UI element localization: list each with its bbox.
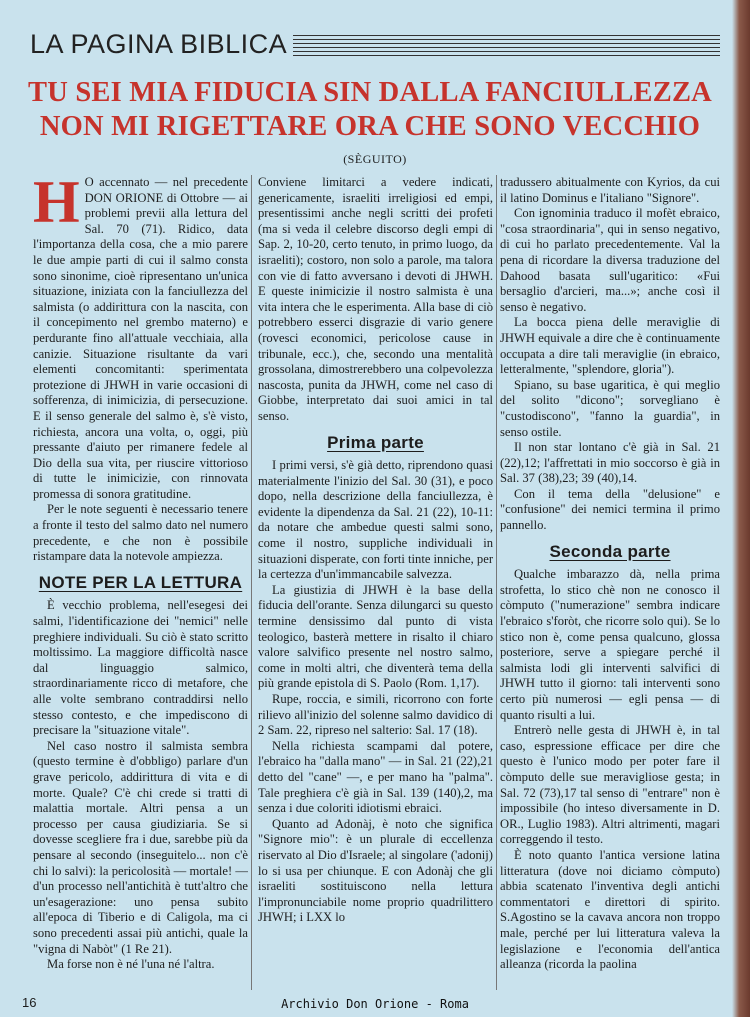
section-header [30, 24, 720, 64]
paragraph: La giustizia di JHWH è la base della fiducia dell'orante. Senza dilungarci su questo termine densissimo dal punto di vista teologico, basterà mettere in risalto il chiaro valore salvifico presente nel nostro salmo, come in molti altri, che diventerà tema della più grande epistola di S. Paolo (Rom. 1,17). [258, 582, 493, 691]
title-line-1: TU SEI MIA FIDUCIA SIN DALLA FANCIULLEZZA [28, 77, 712, 108]
paragraph: Nella richiesta scampami dal potere, l'ebraico ha "dalla mano" — in Sal. 21 (22),21 detto del "cane" —, e per mano ha "palma". Tale preghiera c'è già in Sal. 139 (140),2, ma senza i due coloriti idiotismi ebraici. [258, 738, 493, 816]
paragraph: Qualche imbarazzo dà, nella prima strofetta, lo stico chè non ne conosco il còmputo ("numerazione" sembra indicare l'ebraico s'foròt, che ricorre solo qui). Se lo stico non è, come pensa qualcuno, glossa posteriore, serve a spiegare perché il salmista lodi gli interventi salvifici di JHWH tutto il giorno: tali interventi sono certo più numerosi — egli pensa — di quanto risulti a lui. [500, 567, 720, 722]
page-edge-strip [732, 0, 750, 1017]
paragraph: Nel caso nostro il salmista sembra (questo termine è d'obbligo) parlare d'un grave pericolo, addirittura di vita e di morte. Quale? C'è chi crede si tratti di malattia mortale. Altri pensa a un processo per causa giudiziaria. Se si dovesse scegliere fra i due, sarebbe più da pensare al secondo (inseguitelo... non c'è chi lo salvi): la pericolosità — mortale! — d'un processo nell'antichità è tutt'altro che un'esagerazione: uno pensa subito all'epoca di Tiberio e di Caligola, ma ci sono precedenti assai più antichi, quale la "vigna di Nabòt" (1 Re 21). [33, 738, 248, 956]
archive-caption: Archivio Don Orione - Roma [281, 997, 469, 1011]
paragraph: H O accennato — nel precedente DON ORIONE di Ottobre — ai problemi previi alla lettura del Sal. 70 (71). Ridico, data l'importanza della cosa, che a mio parere le due ampie parti di cui il salmo consta sono sinonime, cioè ripresentano un'unica situazione, iniziata con la fanciullezza del salmista (o addirittura con la nascita, con il concepimento nel grembo materno) e perdurante fino all'attuale vecchiaia, alla canizie. Situazione risultante da vari elementi concomitanti: sperimentata protezione di JHWH in varie occasioni di sofferenza, di inimicizia, di persecuzione. E il senso generale del salmo è, s'è visto, richiesta, ancora una volta, o, oggi, più pressante d'aiuto per rimanere fedele al Dio della sua vita, per riuscire vittorioso di tutte le inimicizie, con rinnovata promessa di sonora gratitudine. [33, 175, 248, 501]
title-line-2: NON MI RIGETTARE ORA CHE SONO VECCHIO [39, 111, 701, 142]
drop-cap: H [33, 175, 80, 235]
paragraph: Il non star lontano c'è già in Sal. 21 (22),12; l'affrettati in mio soccorso è già in Sal. 37 (38),23; 39 (40),14. [500, 440, 720, 486]
paragraph: Quanto ad Adonàj, è noto che significa "Signore mio": è un plurale di eccellenza riservato al Dio d'Israele; al singolare ('adonij) lo si usa per chiunque. E con Adonàj che gli israeliti sostituiscono nella lettura l'impronunciabile nome proprio quadrilittero JHWH; i LXX lo [258, 816, 493, 925]
paragraph: Conviene limitarci a vedere indicati, genericamente, israeliti irreligiosi ed empi, presentissimi anche negli scritti dei profeti (ma si veda il celebre discorso degli empi di Sap. 2, 10-20, certo tenuto, in primo luogo, da israeliti); costoro, non solo a parole, ma talora con vie di fatto avversano i devoti di JHWH. E queste inimicizie il nostro salmista è una vita intera che le esperimenta. Alla base di ciò potrebbero esserci disgrazie di vario genere (rovesci economici, pericolose cause in tribunale, ecc.), che, secondo una mentalità grossolana, dimostrerebbero una colpevolezza nascosta, punita da JHWH, come nel caso di Giobbe, interpretato dai suoi amici in tal senso. [258, 175, 493, 423]
column-1 [33, 175, 248, 995]
continued-label: (SÈGUITO) [343, 152, 407, 166]
paragraph: tradussero abitualmente con Kyrios, da cui il latino Dominus e l'italiano "Signore". [500, 175, 720, 205]
paragraph: Entrerò nelle gesta di JHWH è, in tal caso, espressione efficace per dire che questo è l'unico modo per poter fare il còmputo delle sue meravigliose gesta; in Sal. 72 (73),17 tal senso di "entrare" non è impossibile (ho inteso diversamente in D. OR., Luglio 1983). Altri altrimenti, magari correggendo il testo. [500, 723, 720, 847]
paragraph: I primi versi, s'è già detto, riprendono quasi materialmente l'inizio del Sal. 30 (31), e poco dopo, nella descrizione della fanciullezza, è evidente la dipendenza da Sal. 21 (22), 10-11: da notare che ambedue questi salmi sono, come il nostro, suppliche individuali in situazioni disperate, con forti tinte inniche, per la certezza d'un'immancabile salvezza. [258, 458, 493, 582]
paragraph: Con ignominia traduco il mofèt ebraico, "cosa straordinaria", qui in senso negativo, di cui ho parlato precedentemente. Val la pena di ricordare la diversa traduzione del Dahood basata sull'ugaritico: «Fui bersaglio d'arcieri, ma...»; anche così il senso è negativo. [500, 206, 720, 314]
section-heading: NOTE PER LA LETTURA [38, 572, 243, 592]
section-title: LA PAGINA BIBLICA [30, 28, 288, 59]
section-heading: Seconda parte [549, 541, 671, 561]
paragraph: Rupe, roccia, e simili, ricorrono con forte rilievo all'inizio del solenne salmo davidico di 2 Sam. 22, ripreso nel salterio: Sal. 17 (18). [258, 692, 493, 738]
page-number: 16 [22, 995, 37, 1010]
column-divider [251, 175, 252, 990]
column-2 [258, 175, 493, 995]
paragraph: Spiano, su base ugaritica, è qui meglio del solito "dicono"; sorvegliano è "custodiscono", "fanno la guardia", in senso ostile. [500, 377, 720, 439]
paragraph: Ma forse non è né l'una né l'altra. [47, 957, 215, 972]
paragraph: Per le note seguenti è necessario tenere a fronte il testo del salmo dato nel numero precedente, e che non è possibile ristampare data la notevole ampiezza. [33, 502, 248, 564]
column-divider [496, 175, 497, 990]
paragraph: Con il tema della "delusione" e "confusione" dei nemici termina il primo pannello. [500, 486, 720, 533]
section-heading: Prima parte [327, 432, 424, 452]
paragraph: È noto quanto l'antica versione latina litteratura (dove noi diciamo còmputo) abbia scatenato l'inventiva degli antichi commentatori e direttori di spirito. S.Agostino se la cavava ancora non troppo male, perché per lui litteratura valeva la legislazione e l'economia dell'antica alleanza (ricorda la paolina [500, 847, 720, 972]
article-title [10, 76, 730, 144]
paragraph: La bocca piena delle meraviglie di JHWH equivale a dire che è continuamente occupata a dire tali meraviglie (in ebraico, letteralmente, "splendore, gloria"). [500, 315, 720, 377]
column-3 [500, 175, 720, 975]
header-rules [293, 35, 720, 57]
paragraph: È vecchio problema, nell'esegesi dei salmi, l'identificazione dei "nemici" nelle preghiere individuali. Su ciò è stato scritto moltissimo. La maggiore difficoltà nasce dal linguaggio salmico, straordinariamente ricco di metafore, che alle volte sembrano contraddirsi nello stesso contesto, e che impediscono di precisare la "situazione vitale". [33, 598, 248, 738]
